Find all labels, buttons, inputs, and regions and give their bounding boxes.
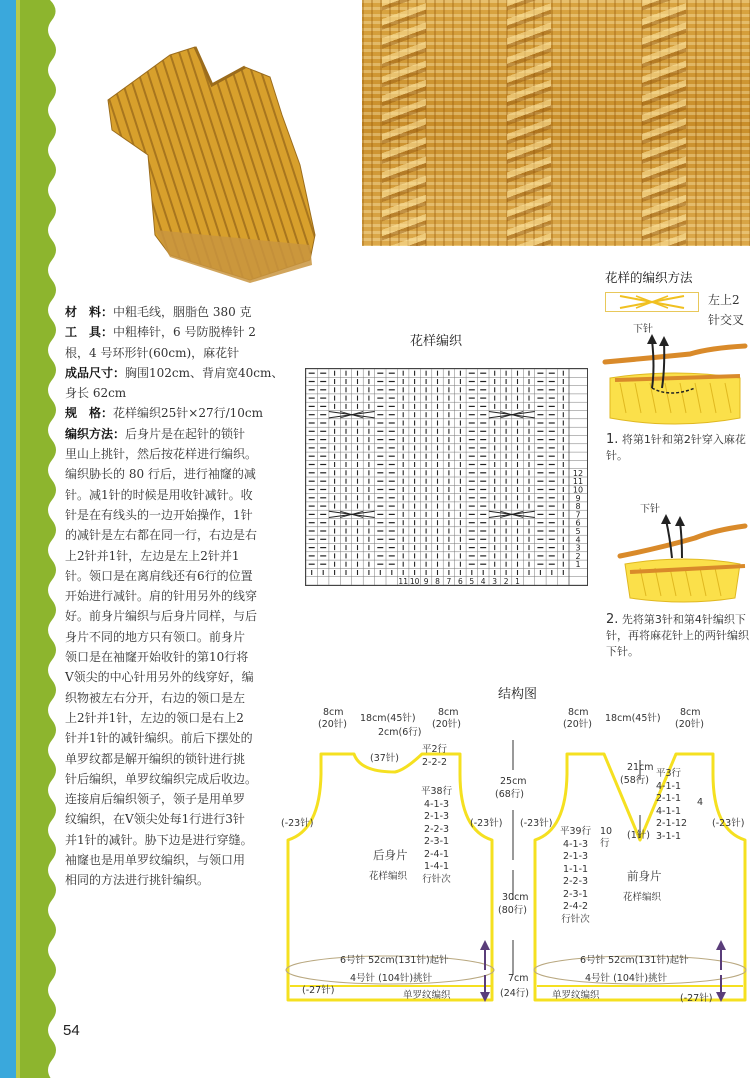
cable-column (382, 0, 426, 246)
method-line: 开始进行减针。肩的针用另外的线穿 (65, 589, 258, 604)
front-shoulder-left-cm: 8cm (568, 707, 589, 718)
svg-text:9: 9 (575, 493, 581, 503)
gauge-row (65, 403, 275, 423)
front-neck-decrease-rows: 平3行 4-1-1 2-1-1 4-1-1 2-1-12 3-1-1 (656, 768, 688, 842)
left-border-blue-strip (0, 0, 16, 1078)
front-shoulder-left-st: (20针) (563, 719, 593, 730)
svg-text:10: 10 (572, 485, 584, 495)
svg-text:6: 6 (575, 518, 581, 528)
front-shoulder-right-st: (20针) (675, 719, 705, 730)
pattern-chart-grid (305, 368, 588, 586)
cable-column (507, 0, 551, 246)
method-line: 上2针并1针，左边的领口是右上2 (65, 710, 244, 725)
material-label: 材 料： (65, 305, 114, 319)
method-line: 纹编织，在V领尖处每1行进行3针 (65, 812, 245, 827)
technique-title: 花样的编织方法 (605, 270, 693, 285)
back-shoulder-left-cm: 8cm (323, 707, 344, 718)
rib-rows: (24行) (500, 988, 530, 999)
svg-text:2: 2 (503, 576, 509, 585)
material-value: 中粗毛线，胭脂色 380 克 (113, 305, 252, 319)
body-rows: (80行) (498, 905, 528, 916)
svg-text:11: 11 (398, 576, 408, 585)
method-line: 并1针的减针。胁下边是进行穿缝。 (65, 832, 253, 847)
svg-text:3: 3 (492, 576, 498, 585)
back-neck-stitches: (37针) (370, 753, 400, 764)
front-neck-width: 18cm(45针) (605, 713, 661, 724)
method-line: 好。前身片编织与后身片同样，与后 (65, 609, 258, 624)
method-line: 针。领口是在离肩线还有6行的位置 (65, 568, 253, 583)
front-armhole-note: 10行 (600, 826, 613, 849)
front-armhole-dec-left: (-23针) (520, 818, 553, 829)
front-shoulder-right-cm: 8cm (680, 707, 701, 718)
technique-step-1: 1. 将第1针和第2针穿入麻花针。 (606, 432, 746, 462)
svg-text:1: 1 (575, 560, 581, 570)
structure-diagram-title: 结构图 (498, 687, 538, 702)
tools-value: 中粗棒针，6 号防脱棒针 2 (113, 325, 256, 340)
method-line: 的减针是左右都在同一行，右边是右 (65, 528, 258, 543)
svg-text:4: 4 (575, 535, 581, 545)
method-line: 袖窿也是用单罗纹编织，与领口用 (65, 853, 246, 868)
method-line: 身片不同的地方只有领口。前身片 (65, 629, 246, 644)
method-row (65, 424, 275, 444)
armhole-height: 25cm (500, 776, 527, 787)
size-value: 胸围102cm、背肩宽40cm、 (125, 365, 284, 380)
front-rib-decrease: (-27针) (680, 993, 713, 1004)
svg-text:7: 7 (446, 576, 452, 585)
back-shoulder-left-st: (20针) (318, 719, 348, 730)
method-line: 针后编织，单罗纹编织完成后收边。 (65, 771, 258, 786)
svg-text:3: 3 (575, 543, 581, 553)
back-shoulder-right-st: (20针) (432, 719, 462, 730)
method-line: 单罗纹都是解开编织的锁针进行挑 (65, 751, 246, 766)
back-neck-width: 18cm(45针) (360, 713, 416, 724)
svg-text:4: 4 (480, 576, 486, 585)
svg-text:2: 2 (575, 551, 581, 561)
method-line: 针是在有线头的一边开始操作，1针 (65, 507, 253, 522)
method-line: 编织胁长的 80 行后，进行袖窿的减 (65, 467, 256, 482)
svg-text:1: 1 (515, 576, 520, 585)
pattern-chart-title: 花样编织 (410, 334, 463, 349)
svg-text:6: 6 (458, 576, 463, 585)
method-line: 里山上挑针，然后按花样进行编织。 (65, 447, 258, 462)
body-height: 30cm (502, 892, 529, 903)
cable-column (642, 0, 686, 246)
size-label: 成品尺寸： (65, 365, 126, 380)
front-piece-pattern: 花样编织 (623, 892, 662, 903)
back-rib-decrease: (-27针) (302, 985, 335, 996)
front-pick-up: 4号针 (104针)挑针 (585, 973, 668, 984)
back-neck-depth: 2cm(6行) (378, 727, 422, 738)
back-cast-on: 6号针 52cm(131针)起针 (340, 955, 449, 966)
tools-label: 工 具： (65, 325, 114, 340)
cable-knit-swatch-photo (362, 0, 750, 246)
method-line: 上2针并1针，左边是左上2针并1 (65, 548, 240, 563)
svg-text:11: 11 (572, 477, 584, 487)
method-line: 领口是在袖窿开始收针的第10行将 (65, 650, 249, 665)
method-line: 针。减1针的时候是用收针减针。收 (65, 487, 253, 502)
technique-step-2: 2. 先将第3针和第4针编织下针，再将麻花针上的两针编织下针。 (606, 612, 749, 658)
back-shoulder-right-cm: 8cm (438, 707, 459, 718)
method-line: 连接肩后编织领子，领子是用单罗 (65, 792, 246, 807)
svg-text:5: 5 (575, 527, 581, 536)
cable-cross-symbol-icon (605, 292, 699, 312)
gauge-label: 规 格： (65, 406, 114, 421)
rib-height: 7cm (508, 973, 529, 984)
method-line: 织物被左右分开，右边的领口是左 (65, 690, 246, 705)
tools-row (65, 322, 275, 342)
method-label: 编织方法： (65, 426, 126, 441)
front-neck-depth-rows: (58行) (620, 775, 650, 786)
needle-label: 下针 (640, 504, 660, 515)
front-rib-pattern: 单罗纹编织 (552, 990, 600, 1001)
front-piece-name: 前身片 (627, 869, 662, 883)
size-row (65, 363, 284, 383)
technique-illustration-step2 (600, 498, 750, 606)
svg-text:5: 5 (469, 576, 475, 585)
front-armhole-decrease-rows: 平39行 4-1-3 2-1-3 1-1-1 2-2-3 2-3-1 2-4-2 行针次 (560, 826, 592, 925)
front-armhole-dec-right: (-23针) (712, 818, 745, 829)
svg-text:8: 8 (575, 502, 581, 512)
method-line: 相同的方法进行挑针编织。 (65, 873, 210, 888)
method-line: V领尖的中心针用另外的线穿好，编 (65, 670, 254, 685)
front-cast-on: 6号针 52cm(131针)起针 (580, 955, 689, 966)
cable-symbol-label: 左上2针交叉 (708, 293, 745, 327)
back-neck-decrease-rows: 平2行 2-2-2 (422, 744, 448, 768)
back-pick-up: 4号针 (104针)挑针 (350, 973, 433, 984)
material-row (65, 302, 275, 322)
front-neck-bracket: 4 (697, 797, 704, 808)
svg-text:10: 10 (409, 576, 420, 585)
left-border-wavy-green (20, 0, 60, 1078)
back-piece-name: 后身片 (373, 848, 408, 862)
svg-text:9: 9 (423, 576, 429, 585)
back-armhole-decrease-rows: 平38行 4-1-3 2-1-3 2-2-3 2-3-1 2-4-1 1-4-1 行针次 (421, 786, 453, 885)
page-number: 54 (63, 1022, 80, 1039)
method-line: 后身片是在起针的锁针 (125, 426, 246, 441)
svg-text:12: 12 (572, 468, 584, 478)
front-neck-depth: 21cm (627, 762, 654, 773)
armhole-rows: (68行) (495, 789, 525, 800)
svg-text:8: 8 (435, 576, 440, 585)
method-line: 针并1针的减针编织。前后下摆处的 (65, 731, 253, 746)
tools-value-cont: 根，4 号环形针(60cm)，麻花针 (65, 345, 240, 360)
size-value-cont: 身长 62cm (65, 386, 127, 401)
knitted-vest-photo (100, 45, 330, 285)
instructions-text (65, 302, 284, 891)
gauge-value: 花样编织25针×27行/10cm (113, 406, 264, 421)
technique-illustration-step1 (600, 318, 750, 430)
back-rib-pattern: 单罗纹编织 (403, 990, 451, 1001)
needle-label: 下针 (633, 324, 653, 335)
back-armhole-dec-right: (-23针) (470, 818, 503, 829)
back-armhole-dec-left: (-23针) (281, 818, 314, 829)
back-piece-pattern: 花样编织 (369, 871, 408, 882)
svg-text:7: 7 (575, 510, 581, 520)
front-neck-center: (1针) (627, 830, 650, 841)
